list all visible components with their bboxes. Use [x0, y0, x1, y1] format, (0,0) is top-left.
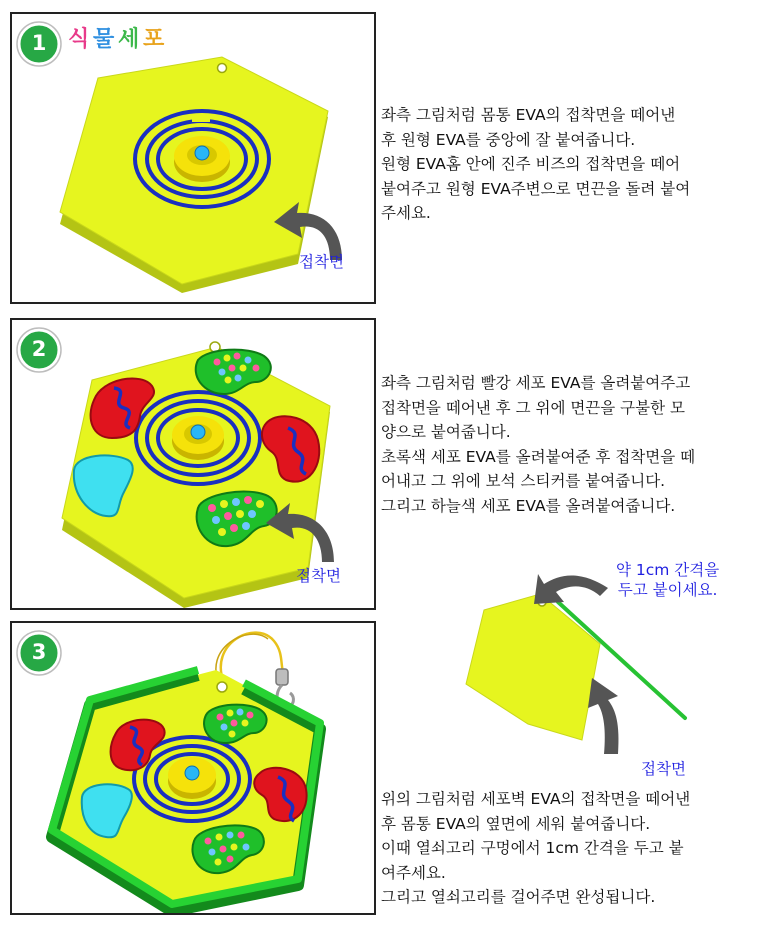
step3-adhesive-label: 접착면	[641, 760, 686, 778]
arrow-to-hole	[534, 574, 608, 604]
pearl-bead	[195, 146, 209, 160]
spacing-note: 약 1cm 간격을 두고 붙이세요.	[616, 561, 720, 599]
step2-illustration	[12, 320, 374, 608]
step1-adhesive-label: 접착면	[299, 253, 344, 271]
step3-panel	[10, 621, 376, 915]
step2-adhesive-label: 접착면	[296, 567, 341, 585]
keyring-hole	[218, 64, 227, 73]
title-char-2: 물	[93, 27, 116, 52]
pearl-bead	[185, 766, 199, 780]
step2-number: 2	[31, 337, 47, 361]
step1-description: 좌측 그림처럼 몸통 EVA의 접착면을 떼어낸 후 원형 EVA를 중앙에 잘 붙여줍니다. 원형 EVA홈 안에 진주 비즈의 접착면을 떼어 붙여주고 원형 EVA주변으로 면끈을 돌려 붙여 주세요.	[381, 106, 691, 222]
step2-description: 좌측 그림처럼 빨강 세포 EVA를 올려붙여주고 접착면을 떼어낸 후 그 위에 면끈을 구불한 모 양으로 붙여줍니다. 초록색 세포 EVA를 올려붙여준 후 접착면을 떼 어내고 그 위에 보석 스티커를 붙여줍니다. 그리고 하늘색 세포 EVA를 올려붙여줍니다.	[381, 374, 696, 515]
keyring-hole	[217, 682, 227, 692]
step3-description: 위의 그림처럼 세포벽 EVA의 접착면을 떼어낸 후 몸통 EVA의 옆면에 세워 붙여줍니다. 이때 열쇠고리 구멍에서 1cm 간격을 두고 붙 여주세요. 그리고 열쇠고리를 걸어주면 완성됩니다.	[381, 790, 691, 906]
title-char-3: 세	[118, 27, 141, 52]
step1-number: 1	[31, 31, 47, 55]
pearl-bead	[191, 425, 205, 439]
arrow-to-adhesive	[588, 678, 619, 754]
step3-illustration	[12, 623, 374, 913]
title-char-4: 포	[143, 27, 166, 52]
step3-number: 3	[31, 640, 47, 664]
title-char-1: 식	[68, 27, 91, 52]
body-eva-plate-side-view	[466, 594, 600, 740]
